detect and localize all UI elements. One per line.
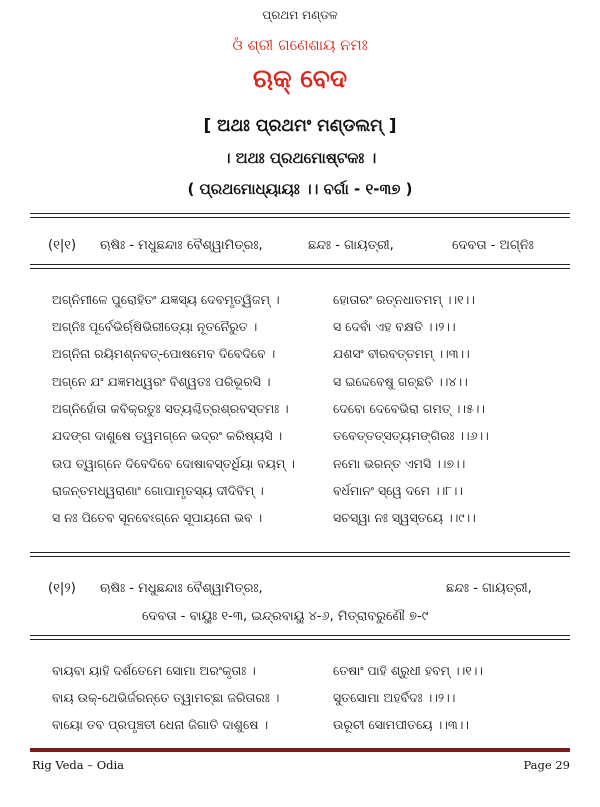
page-number: Page 29 xyxy=(523,758,570,772)
verse-line: ଯଦଙ୍ଗ ଦାଶୁଷେ ତ୍ୱମଗ୍ନେ ଭଦ୍ରଂ କରିଷ୍ୟସି । xyxy=(52,428,283,443)
hymn2-devata: ଦେବତା - ବାୟୁଃ ୧-୩, ଇନ୍ଦ୍ରବାୟୁ ୪-୬, ମିତ୍ରାବରୁଣୌ ୭-୯ xyxy=(142,609,429,624)
divider xyxy=(30,213,570,218)
verse-line: ଅଗ୍ନେ ଯଂ ଯଜ୍ଞମଧ୍ୱରଂ ବିଶ୍ୱତଃ ପରିଭୂରସି । xyxy=(52,374,271,389)
verse-line: ସ ଦେବାଁ ଏହ ବକ୍ଷତି ।।୨।। xyxy=(333,319,456,334)
divider xyxy=(30,552,570,557)
footer-title: Rig Veda – Odia xyxy=(32,758,125,772)
verse-line: ନମୋ ଭରନ୍ତ ଏମସି ।।୭।। xyxy=(333,456,466,471)
hymn2-chandas: ଛନ୍ଦଃ - ଗାୟତ୍ରୀ, xyxy=(446,581,532,596)
verse-line: ଅଗ୍ନିଃ ପୂର୍ବେଭିର୍ଋଷିଭିରୀଡ୍ୟୋ ନୂତନୈରୁତ । xyxy=(52,319,258,334)
verse-line: ସୁତସୋମା ଅହର୍ବିଦଃ ।।୨।। xyxy=(333,690,456,705)
running-head: ପ୍ରଥମ ମଣ୍ଡଳ xyxy=(262,8,338,22)
ashtaka-heading: । ଅଥଃ ପ୍ରଥମୋଷ୍ଟକଃ । xyxy=(223,149,377,167)
verse-line: ଅଗ୍ନିର୍ହୋତା କବିକ୍ରତୁଃ ସତ୍ୟଶ୍ଚିତ୍ରଶ୍ରବସ୍ତମଃ । xyxy=(52,401,289,416)
hymn1-number: (୧|୧) xyxy=(48,238,77,253)
verse-line: ଅଗ୍ନିମୀଳେ ପୁରୋହିତଂ ଯଜ୍ଞସ୍ୟ ଦେବମୃତ୍ୱିଜମ୍ । xyxy=(52,292,280,307)
verse-line: ତେଷାଂ ପାହି ଶ୍ରୁଧୀ ହବମ୍ ।।୧।। xyxy=(333,663,483,678)
verse-line: ସଚସ୍ୱା ନଃ ସ୍ୱସ୍ତୟେ ।।୯।। xyxy=(333,510,476,525)
verse-line: ସ ଇଦ୍ଦେବେଷୁ ଗଚ୍ଛତି ।।୪।। xyxy=(333,374,468,389)
hymn2-rishi: ଋଷିଃ - ମଧୁଛନ୍ଦାଃ ବୈଶ୍ୱାମିତ୍ରଃ, xyxy=(100,581,263,596)
mandala-heading: [ ଅଥଃ ପ୍ରଥମଂ ମଣ୍ଡଲମ୍ ] xyxy=(203,116,397,136)
footer-rule xyxy=(30,748,570,752)
verse-line: ବାୟୋ ତବ ପ୍ରପୃଞ୍ଚତୀ ଧେନା ଜିଗାତି ଦାଶୁଷେ । xyxy=(52,717,269,732)
hymn1-devata: ଦେବତା - ଅଗ୍ନିଃ xyxy=(452,238,534,253)
verse-line: ଯଶସଂ ବୀରବତ୍ତମମ୍ ।।୩।। xyxy=(333,346,470,361)
hymn2-number: (୧|୨) xyxy=(48,581,76,596)
hymn1-rishi: ଋଷିଃ - ମଧୁଛନ୍ଦାଃ ବୈଶ୍ୱାମିତ୍ରଃ, xyxy=(100,238,263,253)
verse-line: ବାୟ ଉକ୍-ଥେଭିର୍ଜରନ୍ତେ ତ୍ୱାମଚ୍ଛା ଜରିତାରଃ । xyxy=(52,690,280,705)
verse-line: ଦେବୋ ଦେବେଭିରା ଗମତ୍ ।।୫।। xyxy=(333,401,486,416)
verse-line: ରାଜନ୍ତମଧ୍ୱରାଣାଂ ଗୋପାମୃତସ୍ୟ ଦୀଦିବିମ୍ । xyxy=(52,483,264,498)
verse-line: ହୋତାରଂ ରତ୍ନଧାତମମ୍ ।।୧।। xyxy=(333,292,475,307)
verse-line: ଉରୂଚୀ ସୋମପୀତୟେ ।।୩।। xyxy=(333,717,469,732)
hymn1-chandas: ଛନ୍ଦଃ - ଗାୟତ୍ରୀ, xyxy=(308,238,394,253)
adhyaya-heading: ( ପ୍ରଥମୋଧ୍ୟାୟଃ ।। ବର୍ଗା - ୧-୩୭ ) xyxy=(187,180,413,198)
divider xyxy=(30,264,570,269)
invocation: ଓଁ ଶ୍ରୀ ଗଣେଶାୟ ନମଃ xyxy=(232,36,368,54)
verse-line: ବାୟବା ୟାହି ଦର୍ଶତେମେ ସୋମା ଅରଂକୃତାଃ । xyxy=(52,663,256,678)
verse-line: ଉପ ତ୍ୱାଗ୍ନେ ଦିବେଦିବେ ଦୋଷାବସ୍ତର୍ଧିୟା ବୟମ୍ । xyxy=(52,456,295,471)
verse-line: ତବେତ୍ତତ୍ସତ୍ୟମଙ୍ଗିରଃ ।।୬।। xyxy=(333,428,489,443)
verse-line: ସ ନଃ ପିତେବ ସୂନବେଽଗ୍ନେ ସୂପାୟନୋ ଭବ । xyxy=(52,510,263,525)
page-title: ଋକ୍ ବେଦ xyxy=(252,64,348,93)
divider xyxy=(30,635,570,640)
verse-line: ବର୍ଧମାନଂ ସ୍ୱେ ଦମେ ।।୮।। xyxy=(333,483,464,498)
verse-line: ଅଗ୍ନିନା ରୟିମଶ୍ନବତ୍-ପୋଷମେବ ଦିବେଦିବେ । xyxy=(52,346,276,361)
